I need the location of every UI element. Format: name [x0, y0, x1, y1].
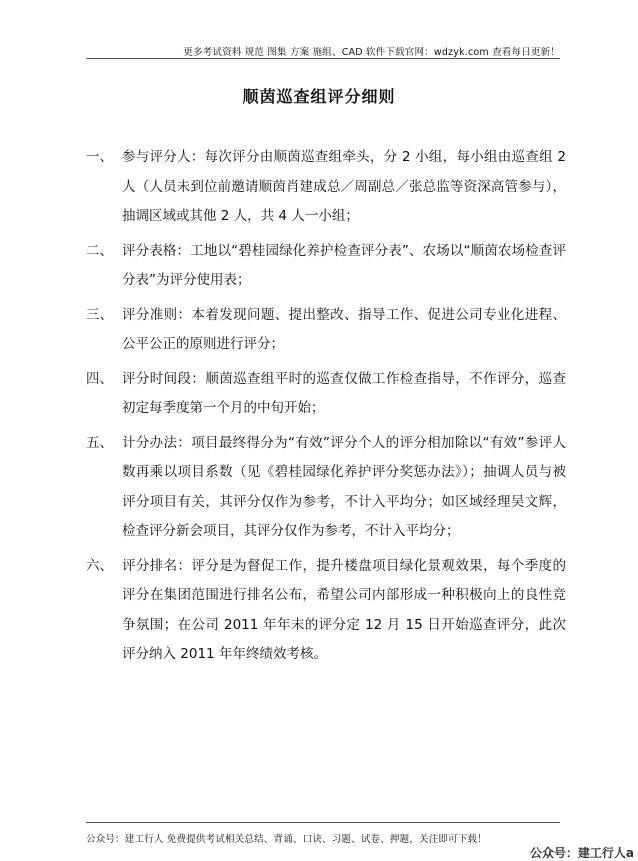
item-text: 评分表格：工地以“碧桂园绿化养护检查评分表”、农场以“顺茵农场检查评分表”为评分使用表；: [122, 242, 566, 288]
page-header-text: 更多考试资料 规范 图集 方案 施组、CAD 软件下载官网：wdzyk.com 查看每日更新！: [183, 47, 560, 58]
document-body: [86, 143, 566, 675]
watermark-text: 公众号：建工行人a: [529, 846, 634, 860]
item-number: 六、: [86, 557, 113, 574]
list-item: [86, 143, 566, 232]
header-divider: [86, 58, 560, 59]
item-number: 一、: [86, 149, 113, 165]
document-title: 顺茵巡查组评分细则: [242, 87, 396, 106]
list-item: [86, 301, 566, 360]
item-number: 三、: [86, 306, 113, 323]
item-number: 四、: [86, 370, 113, 387]
list-item: [86, 365, 566, 424]
list-item: [86, 237, 566, 296]
item-text: 评分准则：本着发现问题、提出整改、指导工作、促进公司专业化进程、公平公正的原则进行评分；: [122, 306, 566, 352]
list-item: [86, 552, 566, 670]
page-footer-text: 公众号：建工行人 免费提供考试相关总结、背诵、口诀、习题、试卷、押题，关注即可下载！: [86, 834, 487, 845]
item-text: 参与评分人：每次评分由顺茵巡查组牵头，分 2 小组，每小组由巡查组 2 人（人员未到位前邀请顺茵肖建成总／周副总／张总监等资深高管参与），抽调区域或其他 2 人，共 4 人一小组；: [122, 149, 566, 224]
footer-divider: [86, 822, 560, 823]
item-number: 五、: [86, 434, 113, 451]
item-text: 评分时间段：顺茵巡查组平时的巡查仅做工作检查指导，不作评分，巡查初定每季度第一个月的中旬开始；: [122, 370, 566, 416]
item-text: 计分办法：项目最终得分为“有效”评分个人的评分相加除以“有效”参评人数再乘以项目系数（见《碧桂园绿化养护评分奖惩办法》）；抽调人员与被评分项目有关，其评分仅作为参考，不计入平均分；如区域经理吴文辉，检查评分新会项目，其评分仅作为参考，不计入平均分；: [122, 434, 566, 539]
item-number: 二、: [86, 242, 113, 259]
list-item: [86, 429, 566, 547]
item-text: 评分排名：评分是为督促工作，提升楼盘项目绿化景观效果，每个季度的评分在集团范围进行排名公布，希望公司内部形成一种积极向上的良性竞争氛围；在公司 2011 年年末的评分定 12 月 15 日开始巡查评分，此次评分纳入 2011 年年终绩效考核。: [122, 557, 566, 662]
